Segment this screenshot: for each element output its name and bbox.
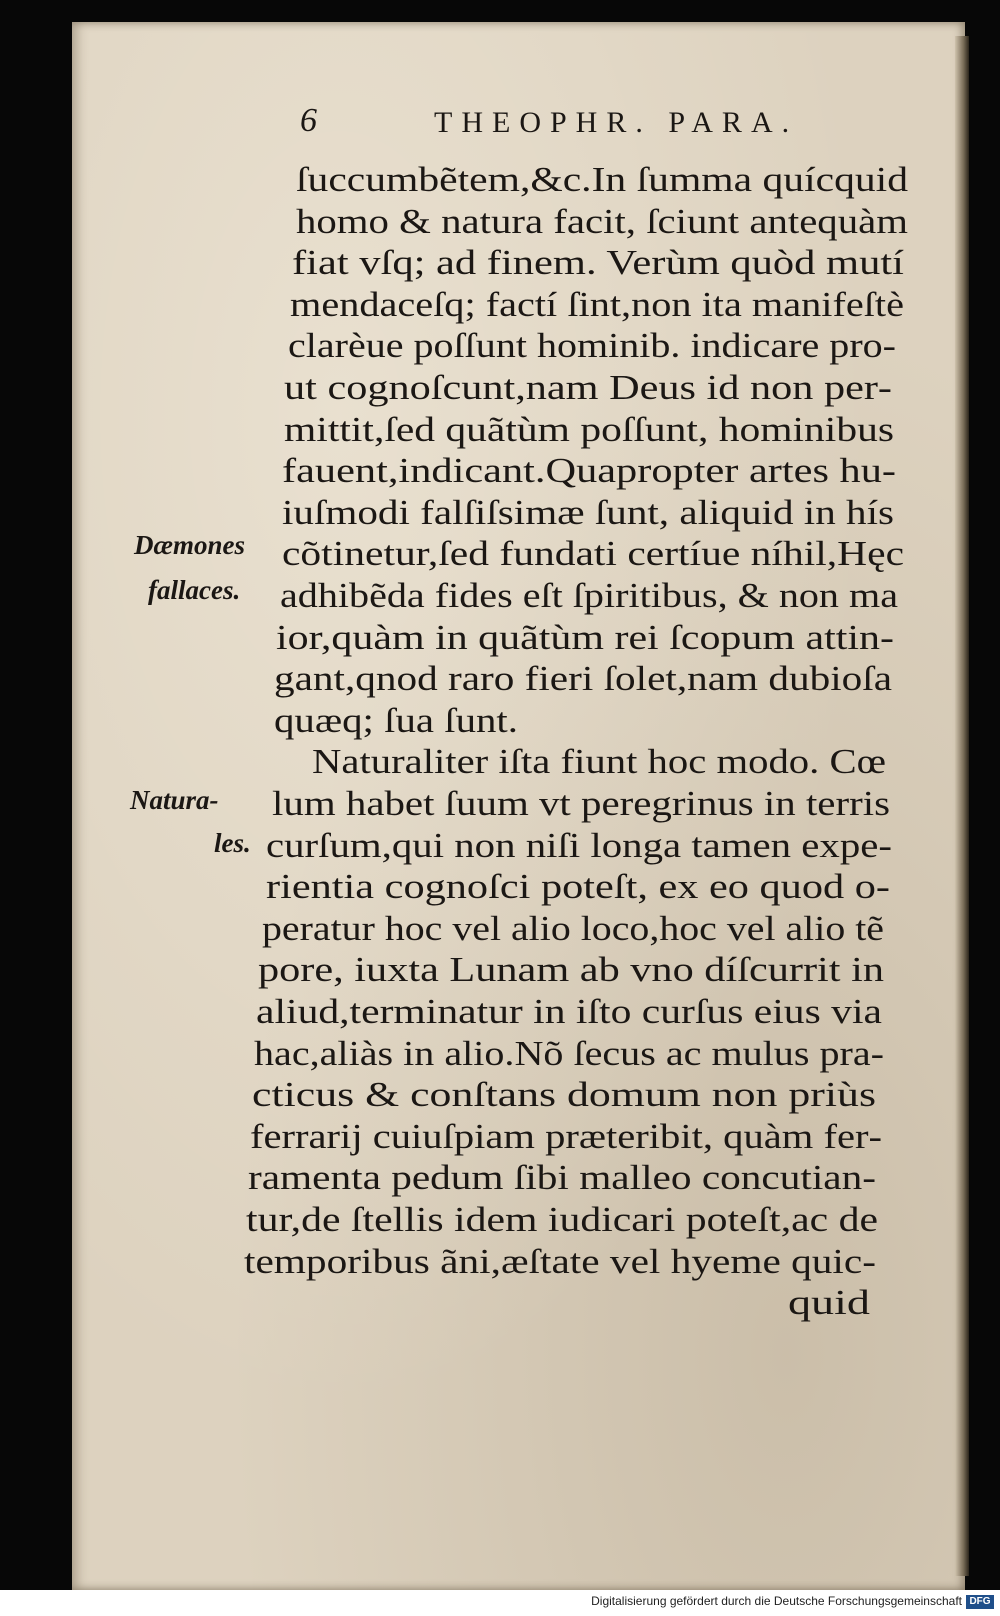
marginal-note: fallaces.: [148, 575, 241, 605]
funding-credit: Digitalisierung gefördert durch die Deutsche Forschungsgemeinschaft: [591, 1594, 962, 1608]
text-line: ut cognoſcunt,nam Deus id non per‑: [284, 368, 892, 407]
text-line: rientia cognoſci poteſt, ex eo quod o‑: [266, 867, 890, 906]
text-line: lum habet ſuum vt peregrinus in terris: [272, 784, 890, 823]
text-line: ferrarij cuiuſpiam præteribit, quàm fer‑: [250, 1117, 882, 1156]
text-line: tur,de ſtellis idem iudicari poteſt,ac de: [246, 1200, 878, 1239]
text-line: temporibus ãni,æſtate vel hyeme quic‑: [244, 1242, 876, 1281]
running-head: THEOPHR. PARA.: [434, 106, 799, 139]
page-header: [300, 102, 845, 142]
text-line: pore, iuxta Lunam ab vno díſcurrit in: [258, 950, 884, 989]
text-line: cõtinetur,ſed fundati certíue níhil,Hęc: [282, 534, 904, 573]
text-line: iuſmodi falſiſsimæ ſunt, aliquid in hís: [282, 493, 894, 532]
marginal-note: les.: [214, 828, 251, 858]
dfg-logo: DFG: [966, 1595, 994, 1609]
text-line: aliud,terminatur in iſto curſus eius via: [256, 992, 882, 1031]
text-line: fiat vſq; ad finem. Verùm quòd mutí: [292, 243, 904, 282]
text-line: fauent,indicant.Quapropter artes hu‑: [282, 451, 896, 490]
text-line: ſuccumbẽtem,&c.In ſumma quícquid: [296, 160, 908, 199]
text-line: curſum,qui non niſi longa tamen expe‑: [266, 826, 892, 865]
page-number: 6: [300, 102, 317, 139]
text-line: adhibẽda fides eſt ſpiritibus, & non ma: [280, 576, 898, 615]
page-edge: [955, 36, 969, 1576]
text-line: Naturaliter iſta fiunt hoc modo. Cœ: [312, 742, 886, 781]
text-line: quæq; ſua ſunt.: [274, 701, 518, 740]
text-line: mendaceſq; factí ſint,non ita manifeſtè: [290, 285, 904, 324]
text-line: homo & natura facit, ſciunt antequàm: [296, 202, 908, 241]
text-line: quid: [788, 1283, 870, 1322]
text-line: clarèue poſſunt hominib. indicare pro‑: [288, 326, 896, 365]
text-line: gant,qnod raro fieri ſolet,nam dubioſa: [274, 659, 892, 698]
text-line: hac,aliàs in alio.Nõ ſecus ac mulus pra‑: [254, 1034, 884, 1073]
text-line: ior,quàm in quãtùm rei ſcopum attin‑: [276, 618, 894, 657]
text-line: ramenta pedum ſibi malleo concutian‑: [248, 1158, 876, 1197]
text-line: peratur hoc vel alio loco,hoc vel alio tẽ: [262, 909, 885, 948]
text-line: mittit,ſed quãtùm poſſunt, hominibus: [284, 410, 894, 449]
marginal-note: Natura-: [130, 785, 219, 815]
footer-bar: [0, 1590, 1000, 1616]
marginal-note: Dæmones: [134, 530, 246, 560]
text-line: cticus & conſtans domum non priùs: [252, 1075, 876, 1114]
